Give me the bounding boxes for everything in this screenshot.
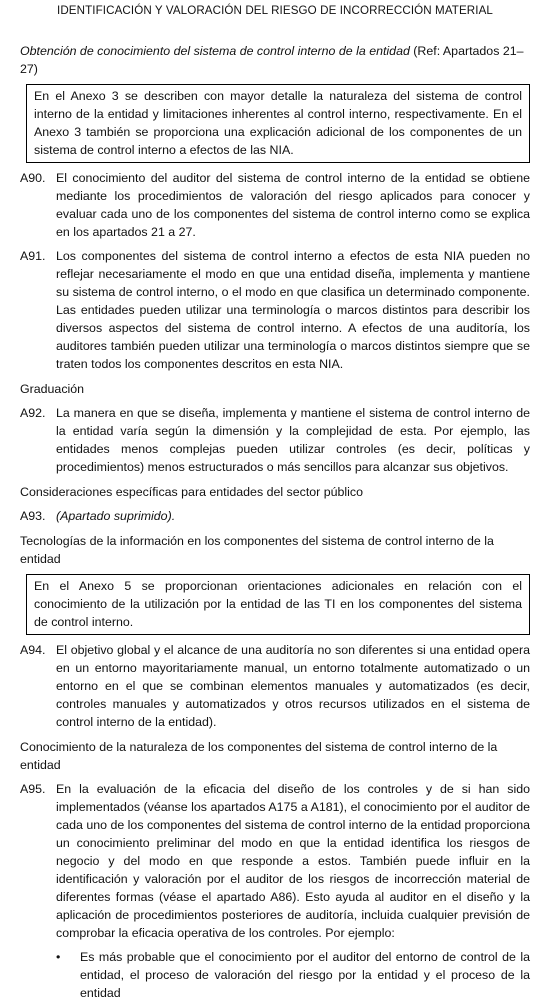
paragraph-text: La manera en que se diseña, implementa y mantiene el sistema de control interno de la entidad varía según la dimensión y la complejidad de esta. Por ejemplo, las entidades menos complejas pueden utilizar controles (es decir, políticas y procedimientos) menos estructurados o más sencillos para alcanzar sus objetivos. <box>56 406 530 474</box>
paragraph-a95 <box>20 780 530 942</box>
bullet-item <box>20 948 530 1002</box>
paragraph-number: A90. <box>20 171 46 185</box>
running-header: IDENTIFICACIÓN Y VALORACIÓN DEL RIESGO DE INCORRECCIÓN MATERIAL <box>57 4 493 17</box>
paragraph-text: (Apartado suprimido). <box>56 509 176 523</box>
paragraph-a93 <box>20 507 530 525</box>
heading-graduacion: Graduación <box>20 382 85 396</box>
annex5-note-box: En el Anexo 5 se proporcionan orientaciones adicionales en relación con el conocimiento de la utilización por la entidad de las TI en los componentes del sistema de control interno. <box>26 574 530 635</box>
paragraph-number: A91. <box>20 249 46 263</box>
document-page <box>20 0 530 1002</box>
heading-tecnologias: Tecnologías de la información en los componentes del sistema de control interno de la entidad <box>20 534 494 566</box>
paragraph-number: A95. <box>20 782 46 796</box>
heading-sector-publico: Consideraciones específicas para entidades del sector público <box>20 485 364 499</box>
paragraph-a94 <box>20 641 530 731</box>
bullet-symbol: • <box>56 950 61 964</box>
paragraph-number: A92. <box>20 406 46 420</box>
paragraph-text: Los componentes del sistema de control interno a efectos de esta NIA pueden no reflejar necesariamente el modo en que una entidad diseña, implementa y mantiene su sistema de control interno, o el modo en que clasifica un determinado componente. Las entidades pueden utilizar una terminología o marcos distintos para describir los diversos aspectos del sistema de control interno. A efectos de una auditoría, los auditores también pueden utilizar una terminología o marcos distintos siempre que se traten todos los componentes descritos en esta NIA. <box>56 249 530 371</box>
paragraph-a91 <box>20 247 530 373</box>
section-title-text: Obtención de conocimiento del sistema de control interno de la entidad <box>20 44 410 58</box>
paragraph-number: A93. <box>20 509 46 523</box>
annex3-note-box: En el Anexo 3 se describen con mayor detalle la naturaleza del sistema de control interno de la entidad y limitaciones inherentes al control interno, respectivamente. En el Anexo 3 también se proporciona una explicación adicional de los componentes de un sistema de control interno a efectos de las NIA. <box>26 84 530 163</box>
section-title <box>20 42 530 78</box>
bullet-text: Es más probable que el conocimiento por el auditor del entorno de control de la entidad, el proceso de valoración del riesgo por la entidad y el proceso de la entidad <box>80 950 530 1000</box>
paragraph-number: A94. <box>20 643 46 657</box>
section-title-ref: (Ref: Apartados 21–27) <box>20 44 524 76</box>
paragraph-text: En la evaluación de la eficacia del diseño de los controles y de si han sido implementados (véanse los apartados A175 a A181), el conocimiento por el auditor de cada uno de los componentes del sistema de control interno de la entidad proporciona un conocimiento preliminar del modo en que la entidad identifica los riesgos de negocio y del modo en que responde a estos. También puede influir en la identificación y valoración por el auditor de los riesgos de incorrección material de diferentes formas (véase el apartado A86). Esto ayuda al auditor en el diseño y la aplicación de procedimientos posteriores de auditoría, incluida cualquier previsión de comprobar la eficacia operativa de los controles. Por ejemplo: <box>56 782 530 940</box>
paragraph-a90 <box>20 169 530 241</box>
paragraph-text: El objetivo global y el alcance de una auditoría no son diferentes si una entidad opera en un entorno mayoritariamente manual, un entorno totalmente automatizado o un entorno en el que se combinan elementos manuales y automatizados (es decir, controles manuales y automatizados y otros recursos utilizados en el sistema de control interno de la entidad). <box>56 643 530 729</box>
paragraph-a92 <box>20 404 530 476</box>
paragraph-text: El conocimiento del auditor del sistema de control interno de la entidad se obtiene mediante los procedimientos de valoración del riesgo aplicados para conocer y evaluar cada uno de los componentes del sistema de control interno como se explica en los apartados 21 a 27. <box>56 171 530 239</box>
heading-naturaleza: Conocimiento de la naturaleza de los componentes del sistema de control interno de la entidad <box>20 740 498 772</box>
